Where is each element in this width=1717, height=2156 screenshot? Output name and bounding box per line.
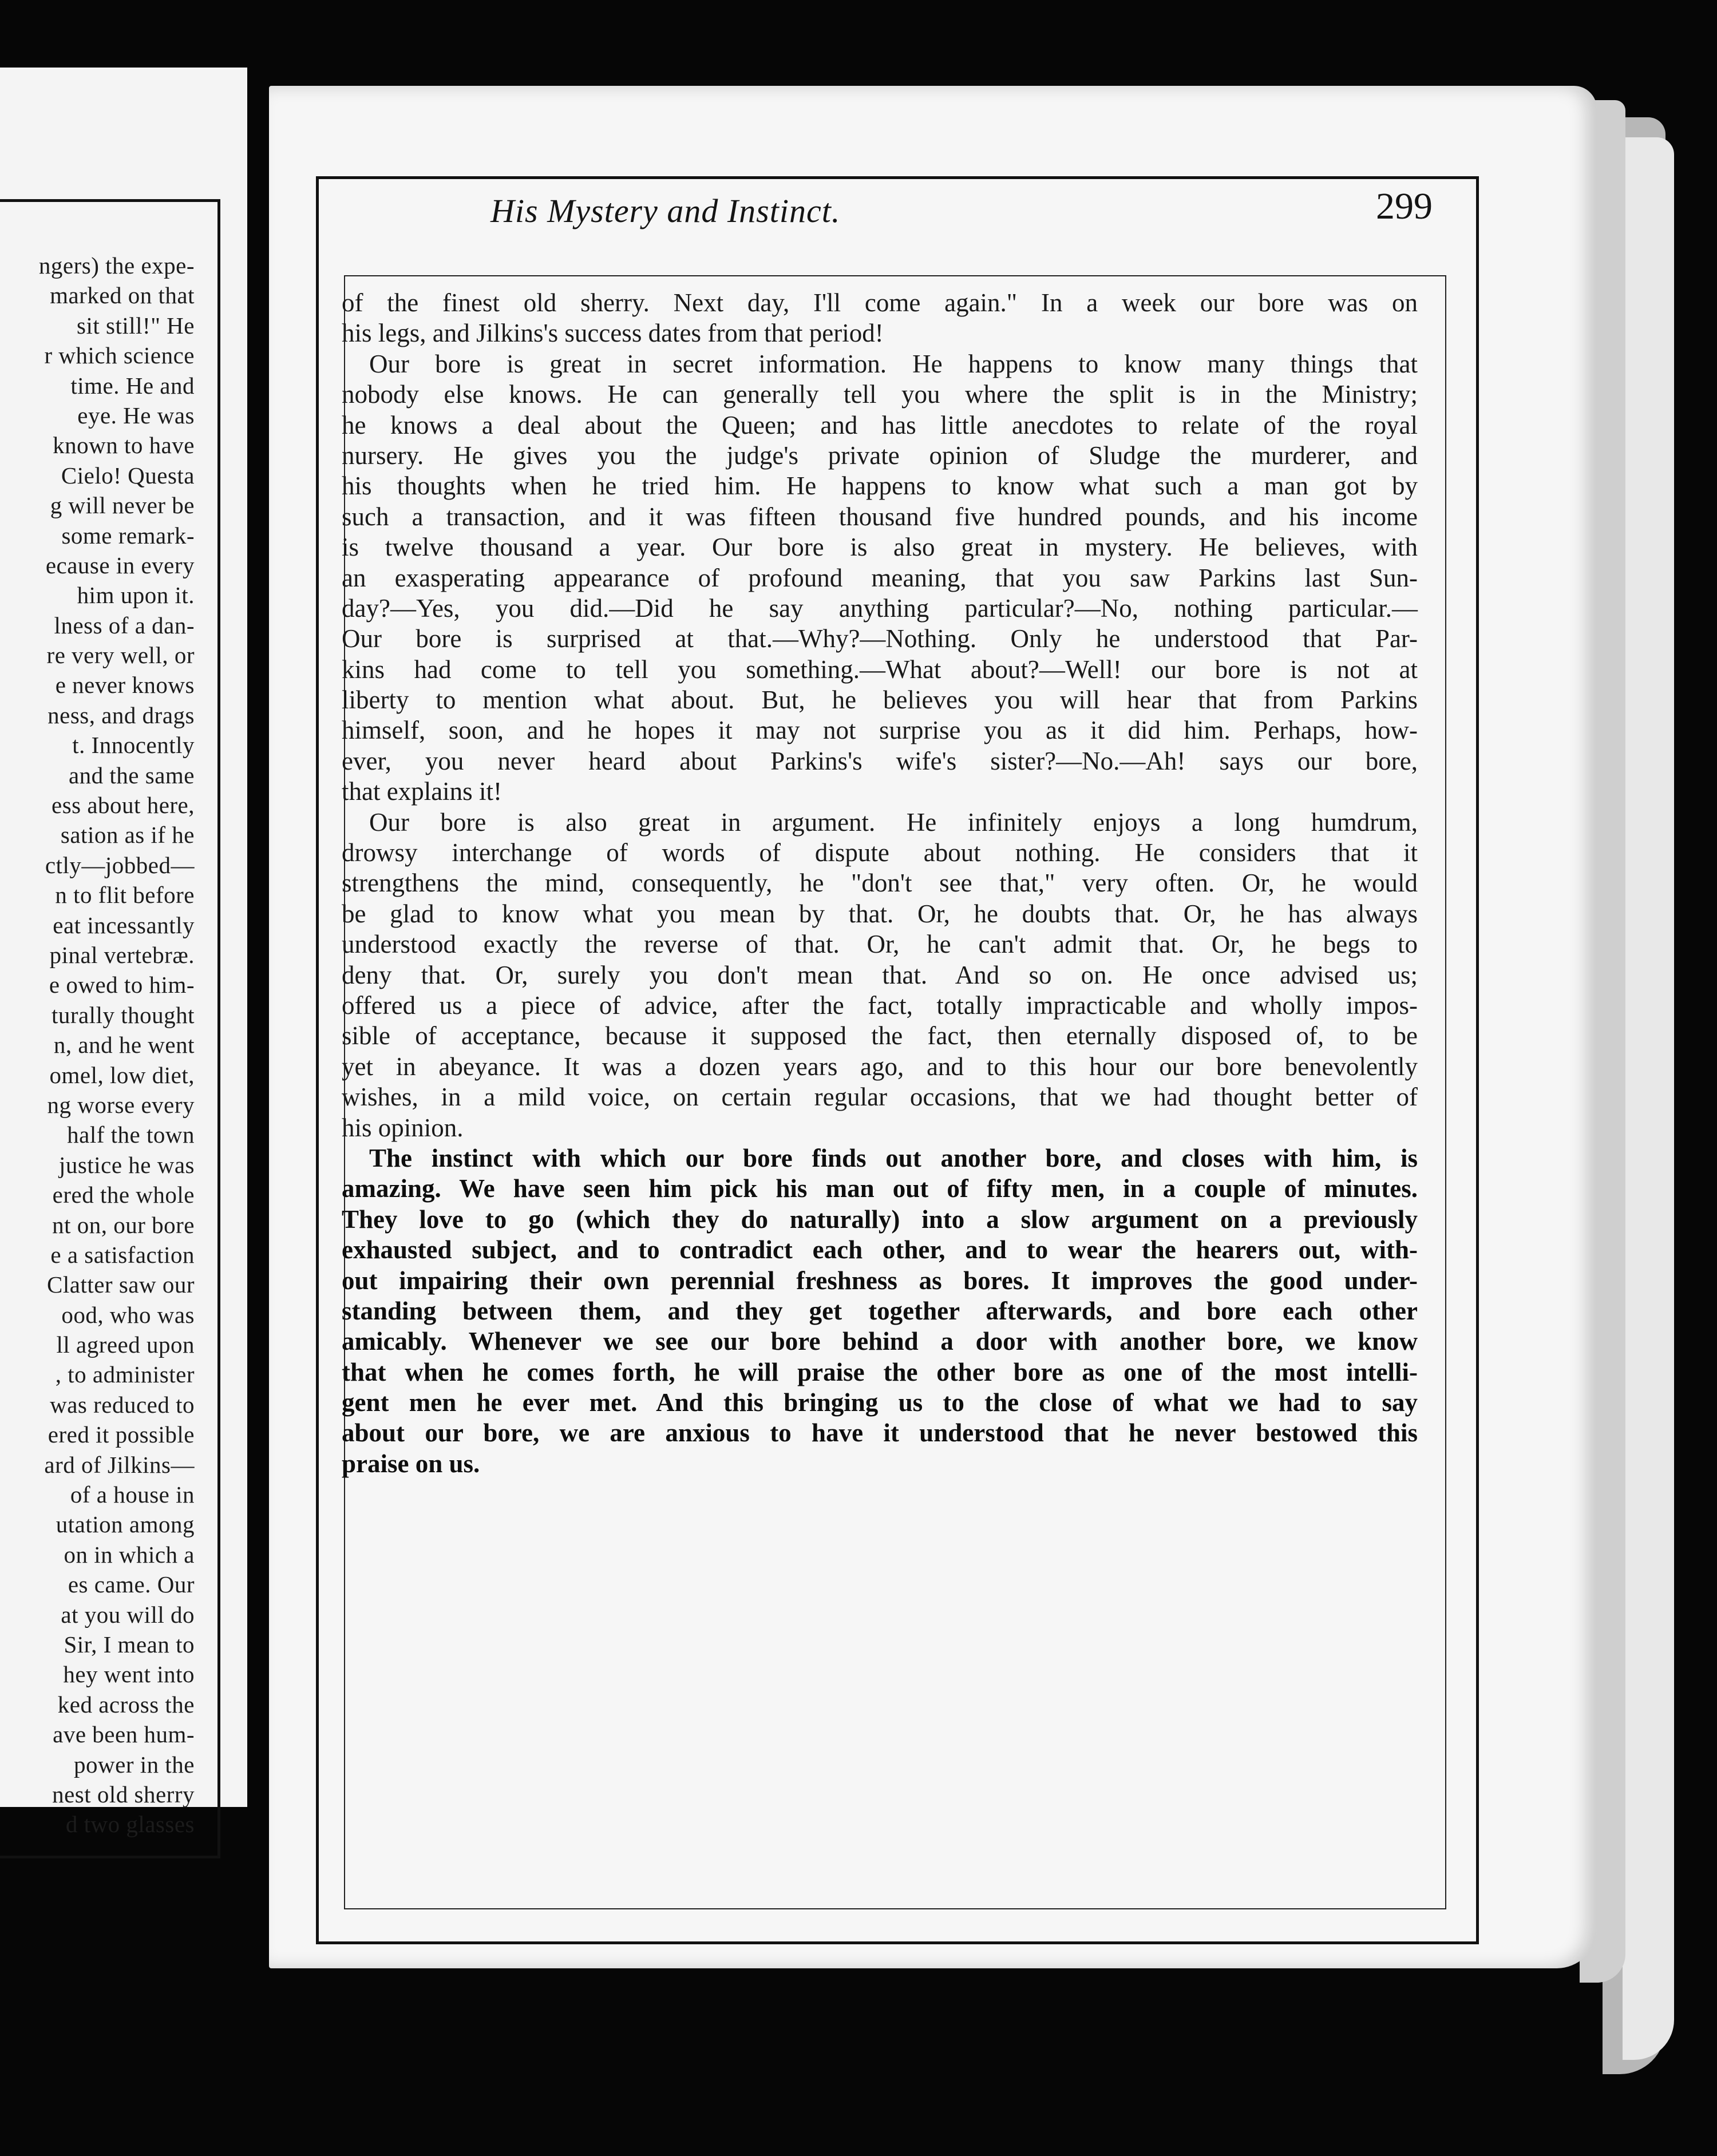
facing-page-line: on in which a <box>64 1541 195 1568</box>
text-line: standing between them, and they get together afterwards, and bore each other <box>342 1296 1418 1325</box>
text-line: an exasperating appearance of profound meaning, that you saw Parkins last Sun- <box>342 563 1418 592</box>
text-line: kins had come to tell you something.—What about?—Well! our bore is not at <box>342 655 1418 684</box>
text-line: that explains it! <box>342 777 502 806</box>
facing-page-line: lness of a dan- <box>54 612 195 639</box>
facing-page-line: turally thought <box>51 1001 195 1028</box>
facing-page-line: time. He and <box>70 372 195 399</box>
text-line: Our bore is also great in argument. He infinitely enjoys a long humdrum, <box>369 807 1418 837</box>
text-line: is twelve thousand a year. Our bore is also great in mystery. He believes, with <box>342 533 1418 562</box>
page-frame <box>316 176 1479 1944</box>
text-line: of the finest old sherry. Next day, I'll come again." In a week our bore was on <box>342 288 1418 317</box>
facing-page-line: d two glasses <box>65 1811 195 1838</box>
facing-page-line: sit still!" He <box>77 312 195 339</box>
facing-page-line: ng worse every <box>47 1091 195 1118</box>
text-line: his legs, and Jilkins's success dates from that period! <box>342 319 884 348</box>
facing-page-line: e owed to him- <box>49 972 195 998</box>
facing-page-line: ard of Jilkins— <box>44 1451 195 1478</box>
facing-page-line: known to have <box>53 432 195 459</box>
facing-page-line: nt on, our bore <box>52 1211 195 1238</box>
facing-page-line: and the same <box>68 762 195 788</box>
text-line: drowsy interchange of words of dispute about nothing. He considers that it <box>342 838 1418 867</box>
facing-page-line: justice he was <box>59 1151 195 1178</box>
facing-page-line: omel, low diet, <box>49 1061 195 1088</box>
facing-page-line: e a satisfaction <box>50 1241 195 1268</box>
facing-page-line: him upon it. <box>77 582 195 609</box>
facing-page-line: t. Innocently <box>72 732 195 759</box>
facing-page-line: re very well, or <box>46 642 195 669</box>
facing-page-line: n to flit before <box>55 882 195 909</box>
facing-page-line: Clatter saw our <box>47 1271 195 1298</box>
facing-page-line: ll agreed upon <box>56 1331 195 1358</box>
facing-page-line: n, and he went <box>53 1032 195 1059</box>
text-line: out impairing their own perennial freshness as bores. It improves the good under- <box>342 1266 1418 1295</box>
facing-page-line: eat incessantly <box>53 911 195 938</box>
facing-page-line: sation as if he <box>60 822 195 849</box>
facing-page-line: pinal vertebræ. <box>49 941 195 968</box>
text-line: deny that. Or, surely you don't mean that. And so on. He once advised us; <box>342 960 1418 989</box>
facing-page-text <box>0 251 195 1840</box>
facing-page-line: ave been hum- <box>53 1721 195 1748</box>
facing-page-line: ered it possible <box>48 1421 195 1448</box>
text-line: his thoughts when he tried him. He happens to know what such a man got by <box>342 471 1418 501</box>
page-number: 299 <box>1376 185 1433 227</box>
facing-page-line: utation among <box>56 1511 195 1538</box>
facing-page-line: at you will do <box>61 1601 195 1628</box>
text-line: day?—Yes, you did.—Did he say anything particular?—No, nothing particular.— <box>342 593 1418 623</box>
facing-page-line: ecause in every <box>45 552 195 578</box>
text-line: sible of acceptance, because it supposed the fact, then eternally disposed of, to be <box>342 1021 1418 1051</box>
text-line: Our bore is great in secret information. He happens to know many things that <box>369 349 1418 378</box>
facing-page-line: Cielo! Questa <box>61 462 195 489</box>
facing-page <box>0 68 247 1838</box>
facing-page-line: Sir, I mean to <box>64 1631 195 1658</box>
facing-page-line: power in the <box>74 1751 195 1778</box>
text-line: Our bore is surprised at that.—Why?—Nothing. Only he understood that Par- <box>342 624 1418 653</box>
text-line: amazing. We have seen him pick his man out of fifty men, in a couple of minutes. <box>342 1174 1418 1203</box>
page-stack-edge <box>1623 137 1674 2060</box>
facing-page-line: ess about here, <box>52 792 195 819</box>
text-line: such a transaction, and it was fifteen thousand five hundred pounds, and his income <box>342 502 1418 531</box>
facing-page-line: ood, who was <box>61 1301 195 1328</box>
facing-page-line: ctly—jobbed— <box>45 851 195 878</box>
text-line: nobody else knows. He can generally tell you where the split is in the Ministry; <box>342 380 1418 409</box>
facing-page-line: of a house in <box>70 1481 195 1508</box>
facing-page-line: eye. He was <box>77 402 195 429</box>
text-line: be glad to know what you mean by that. Or, he doubts that. Or, he has always <box>342 899 1418 928</box>
text-line: nursery. He gives you the judge's private opinion of Sludge the murderer, and <box>342 441 1418 470</box>
facing-page-line: es came. Our <box>68 1571 195 1598</box>
text-line: that when he comes forth, he will praise the other bore as one of the most intelli- <box>342 1357 1418 1386</box>
facing-page-line: ked across the <box>57 1691 195 1718</box>
text-line: liberty to mention what about. But, he believes you will hear that from Parkins <box>342 685 1418 715</box>
text-line: They love to go (which they do naturally) into a slow argument on a previously <box>342 1204 1418 1234</box>
text-line: The instinct with which our bore finds out another bore, and closes with him, is <box>369 1143 1418 1172</box>
running-head: His Mystery and Instinct. <box>490 192 841 229</box>
text-line: amicably. Whenever we see our bore behind a door with another bore, we know <box>342 1327 1418 1356</box>
facing-page-line: e never knows <box>55 672 195 699</box>
body-text <box>342 288 1418 1479</box>
facing-page-line: ness, and drags <box>48 702 195 728</box>
text-line: offered us a piece of advice, after the fact, totally impracticable and wholly impos- <box>342 990 1418 1020</box>
facing-page-line: nest old sherry <box>52 1781 195 1808</box>
text-line: yet in abeyance. It was a dozen years ago, and to this hour our bore benevolently <box>342 1052 1418 1081</box>
facing-page-line: hey went into <box>63 1661 195 1688</box>
text-line: gent men he ever met. And this bringing us to the close of what we had to say <box>342 1388 1418 1417</box>
text-line: about our bore, we are anxious to have it understood that he never bestowed this <box>342 1418 1418 1448</box>
facing-page-line: some remark- <box>61 522 195 549</box>
text-line: his opinion. <box>342 1113 464 1142</box>
text-line: exhausted subject, and to contradict each other, and to wear the hearers out, with- <box>342 1235 1418 1265</box>
text-line: understood exactly the reverse of that. Or, he can't admit that. Or, he begs to <box>342 930 1418 959</box>
facing-page-line: half the town <box>67 1121 195 1148</box>
facing-page-line: was reduced to <box>50 1391 195 1418</box>
facing-page-line: g will never be <box>50 492 195 519</box>
facing-page-line: marked on that <box>50 282 195 309</box>
facing-page-line: r which science <box>44 342 195 369</box>
text-line: strengthens the mind, consequently, he "don't see that," very often. Or, he would <box>342 869 1418 898</box>
facing-page-line: ered the whole <box>52 1182 195 1208</box>
text-line: ever, you never heard about Parkins's wife's sister?—No.—Ah! says our bore, <box>342 746 1418 775</box>
text-line: praise on us. <box>342 1449 480 1478</box>
facing-page-line: ngers) the expe- <box>38 252 195 279</box>
text-line: he knows a deal about the Queen; and has little anecdotes to relate of the royal <box>342 410 1418 439</box>
facing-page-line: , to administer <box>55 1361 195 1388</box>
book-page <box>269 86 1597 1968</box>
text-line: himself, soon, and he hopes it may not surprise you as it did him. Perhaps, how- <box>342 716 1418 745</box>
text-line: wishes, in a mild voice, on certain regular occasions, that we had thought better of <box>342 1083 1418 1112</box>
